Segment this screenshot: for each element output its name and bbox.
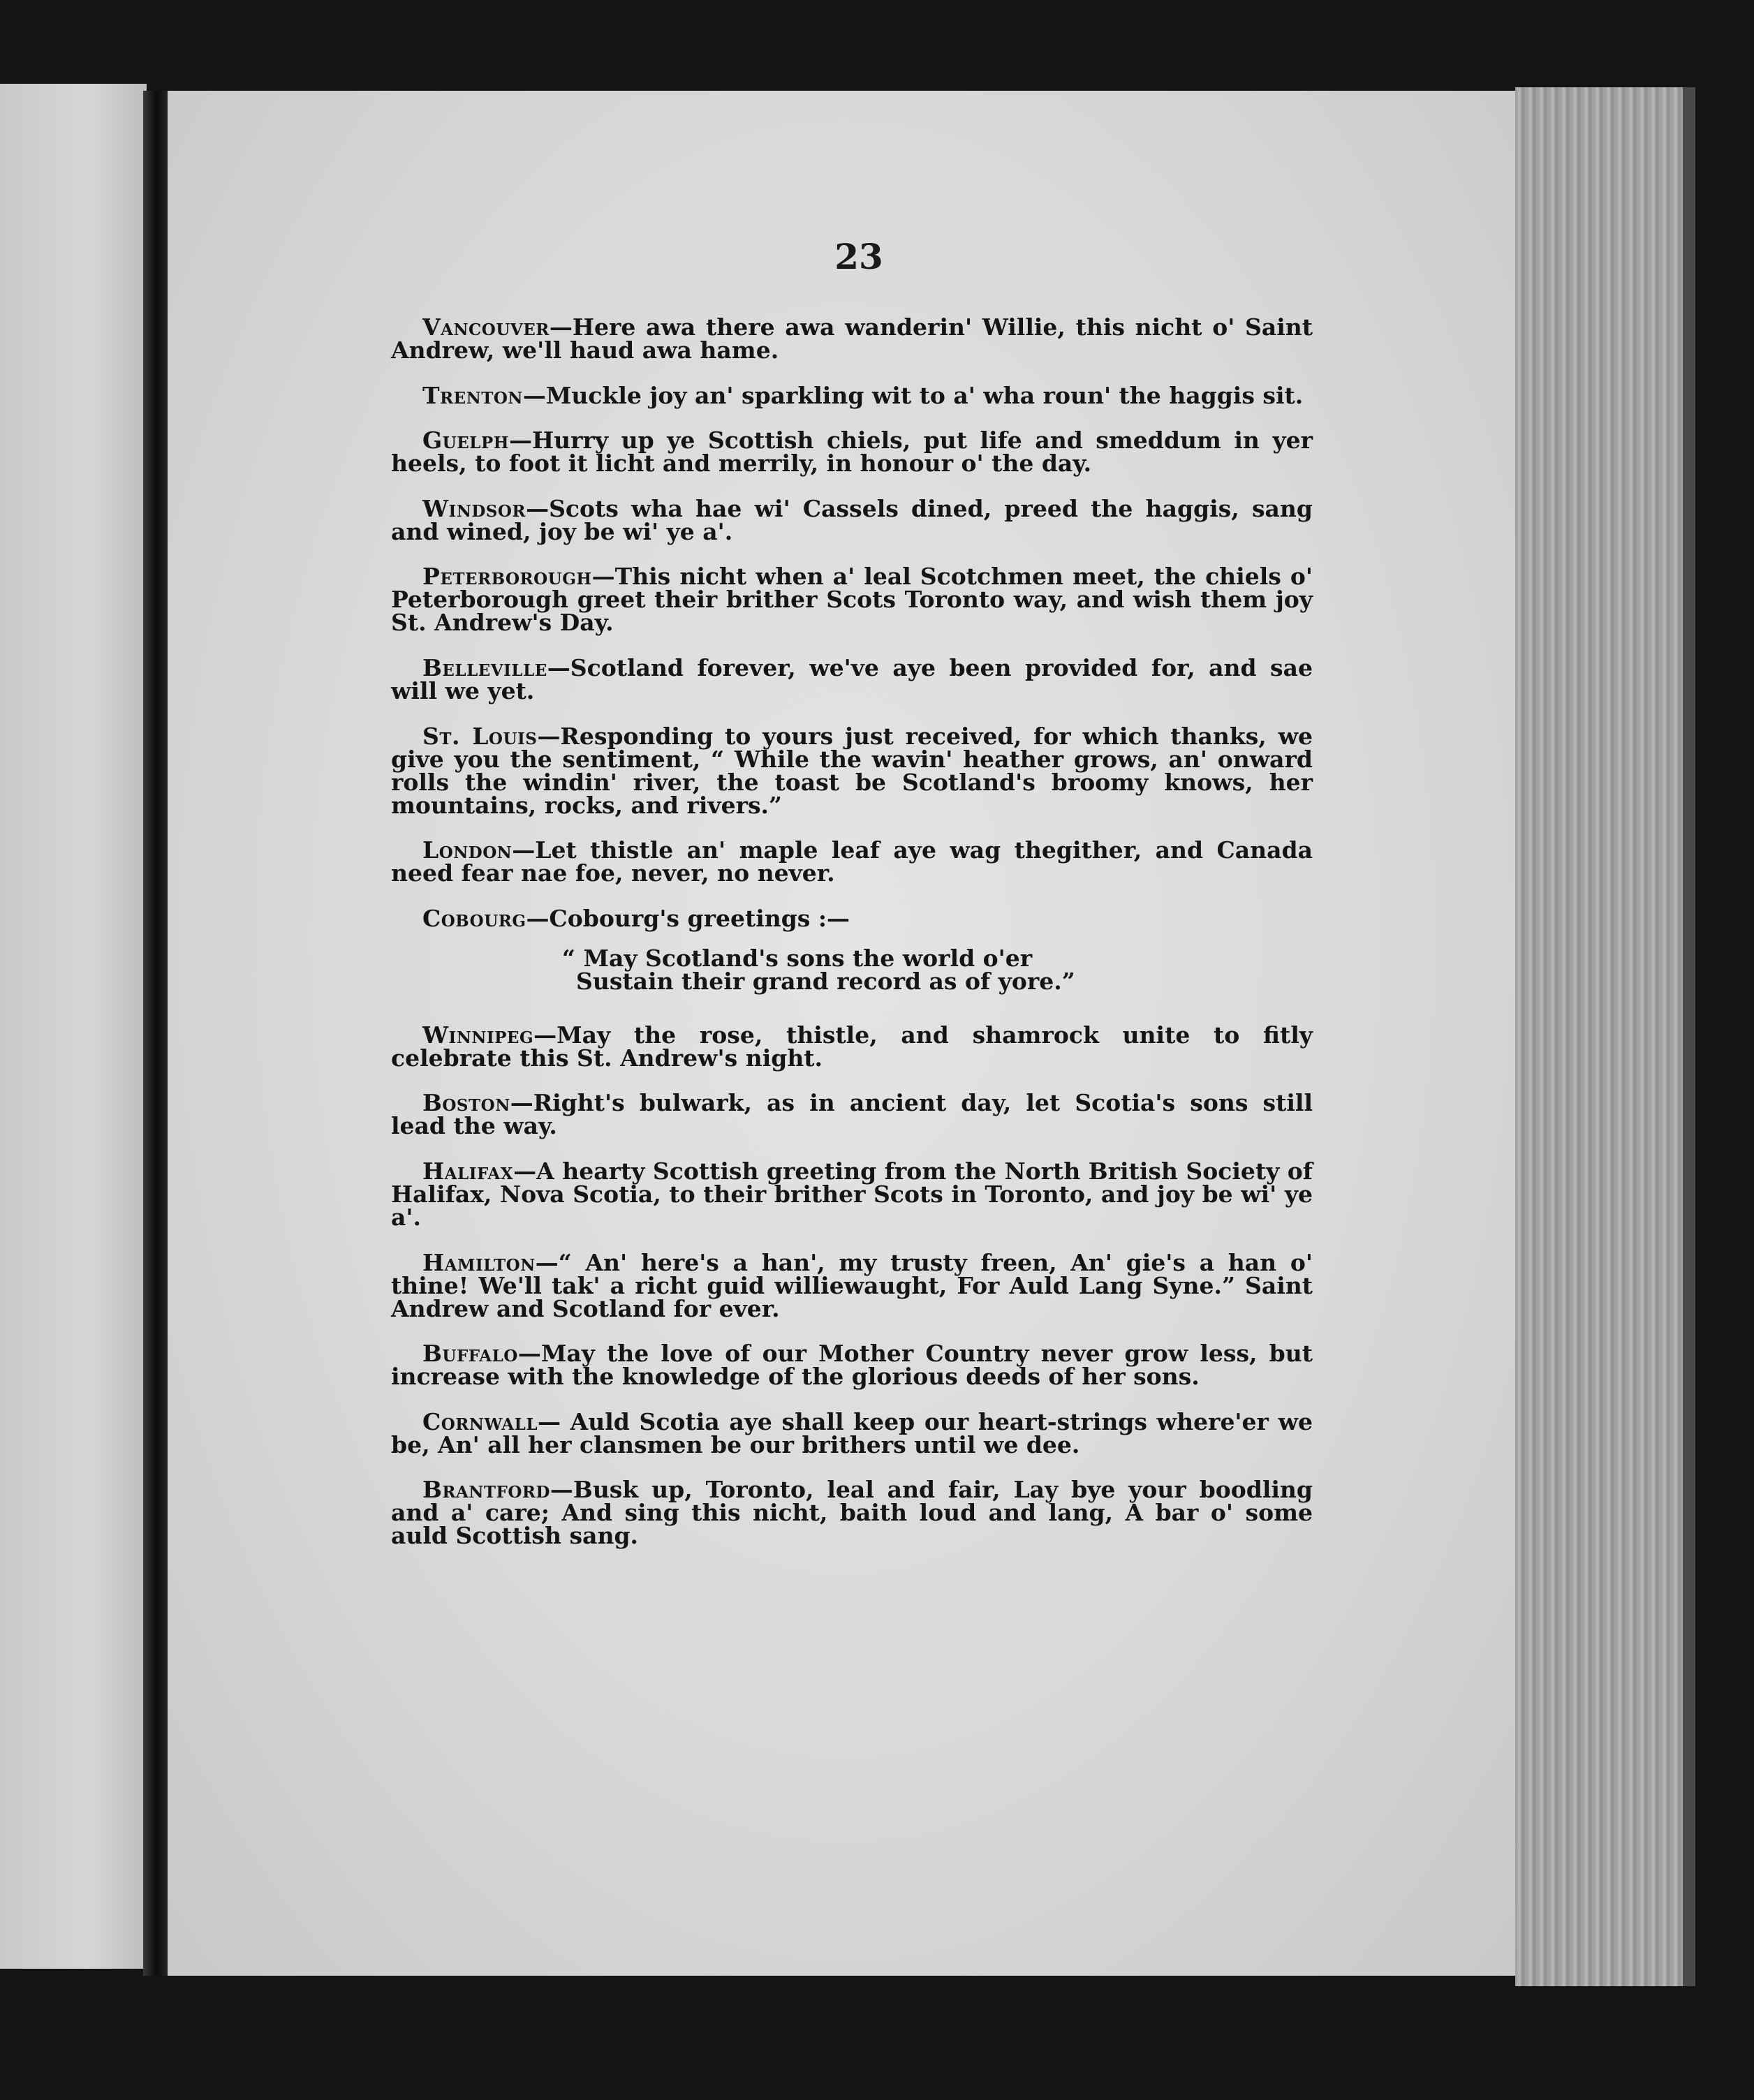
city-name: Guelph bbox=[422, 427, 509, 454]
greeting-entry bbox=[391, 838, 1313, 885]
greeting-text: —“ An' here's a han', my trusty freen, An' gie's a han o' thine! We'll tak' a richt guid williewaught, For Auld Lang Syne.” Saint Andrew and Scotland for ever. bbox=[391, 1248, 1313, 1322]
greeting-entry bbox=[391, 1023, 1313, 1070]
verse-line: Sustain their grand record as of yore.” bbox=[576, 967, 1075, 995]
city-name: Boston bbox=[422, 1089, 510, 1117]
greeting-text: —Responding to yours just received, for which thanks, we give you the sentiment, “ While the wavin' heather grows, an' onward rolls the windin' river, the toast be Scotland's broomy knows, her mountains, rocks, and rivers.” bbox=[391, 722, 1313, 819]
greeting-text: —Muckle joy an' sparkling wit to a' wha roun' the haggis sit. bbox=[522, 381, 1304, 409]
greeting-text: —May the love of our Mother Country never grow less, but increase with the knowledge of the glorious deeds of her sons. bbox=[391, 1340, 1313, 1391]
greeting-text: —A hearty Scottish greeting from the North British Society of Halifax, Nova Scotia, to their brither Scots in Toronto, and joy be wi' ye a'. bbox=[391, 1157, 1313, 1231]
city-name: Winnipeg bbox=[422, 1021, 534, 1049]
city-name: Trenton bbox=[422, 381, 523, 409]
book-gutter bbox=[143, 91, 171, 1976]
greeting-text: —Scots wha hae wi' Cassels dined, preed the haggis, sang and wined, joy be wi' ye a'. bbox=[391, 494, 1313, 545]
greeting-text: —Here awa there awa wanderin' Willie, this nicht o' Saint Andrew, we'll haud awa hame. bbox=[391, 313, 1313, 364]
city-name: Peterborough bbox=[422, 563, 592, 591]
greeting-text: —Let thistle an' maple leaf aye wag thegither, and Canada need fear nae foe, never, no never. bbox=[391, 836, 1313, 887]
page-number: 23 bbox=[834, 236, 883, 277]
greeting-text: —This nicht when a' leal Scotchmen meet, the chiels o' Peterborough greet their brither Scots Toronto way, and wish them joy St. Andrew's Day. bbox=[391, 563, 1313, 637]
greeting-text: —May the rose, thistle, and shamrock unite to fitly celebrate this St. Andrew's night. bbox=[391, 1021, 1313, 1072]
greeting-entry bbox=[391, 1340, 1313, 1391]
page-block-edges bbox=[1515, 87, 1695, 1986]
greeting-entry bbox=[391, 427, 1313, 478]
page-body bbox=[391, 313, 1313, 1550]
city-name: Cobourg bbox=[422, 904, 526, 932]
greeting-entry bbox=[391, 1157, 1313, 1231]
greeting-text: —Right's bulwark, as in ancient day, let Scotia's sons still lead the way. bbox=[391, 1089, 1313, 1140]
greeting-text: —Hurry up ye Scottish chiels, put life and smeddum in yer heels, to foot it licht and merrily, in honour o' the day. bbox=[391, 427, 1313, 478]
greeting-entry bbox=[391, 313, 1313, 364]
city-name: Hamilton bbox=[422, 1248, 536, 1276]
greeting-entry bbox=[391, 722, 1313, 819]
greeting-entry bbox=[391, 1089, 1313, 1140]
city-name: London bbox=[422, 836, 513, 864]
city-name: Vancouver bbox=[422, 313, 550, 341]
city-name: Halifax bbox=[422, 1157, 514, 1185]
city-name: Brantford bbox=[422, 1476, 550, 1504]
greeting-text: —Busk up, Toronto, leal and fair, Lay bye your boodling and a' care; And sing this nicht, baith loud and lang, A bar o' some auld Scottish sang. bbox=[391, 1476, 1313, 1550]
greeting-entry bbox=[391, 904, 1313, 932]
greeting-entry bbox=[391, 563, 1313, 637]
greeting-entry bbox=[391, 653, 1313, 704]
greeting-text: — Auld Scotia aye shall keep our heart-strings where'er we be, An' all her clansmen be our brithers until we dee. bbox=[391, 1407, 1313, 1458]
city-name: Belleville bbox=[422, 653, 547, 681]
city-name: Windsor bbox=[422, 494, 526, 522]
greeting-entry bbox=[391, 1407, 1313, 1458]
city-name: Buffalo bbox=[422, 1340, 518, 1368]
left-facing-page bbox=[0, 84, 147, 1969]
city-name: Cornwall bbox=[422, 1407, 538, 1435]
verse-quote bbox=[391, 944, 1313, 995]
verse-line: “ May Scotland's sons the world o'er bbox=[562, 944, 1033, 972]
greeting-text: —Scotland forever, we've aye been provided for, and sae will we yet. bbox=[391, 653, 1313, 704]
greeting-entry bbox=[391, 1248, 1313, 1322]
city-name: St. Louis bbox=[422, 722, 538, 750]
greeting-entry bbox=[391, 381, 1313, 409]
greeting-text: —Cobourg's greetings :— bbox=[526, 904, 850, 932]
greeting-entry bbox=[391, 1476, 1313, 1550]
greeting-entry bbox=[391, 494, 1313, 545]
